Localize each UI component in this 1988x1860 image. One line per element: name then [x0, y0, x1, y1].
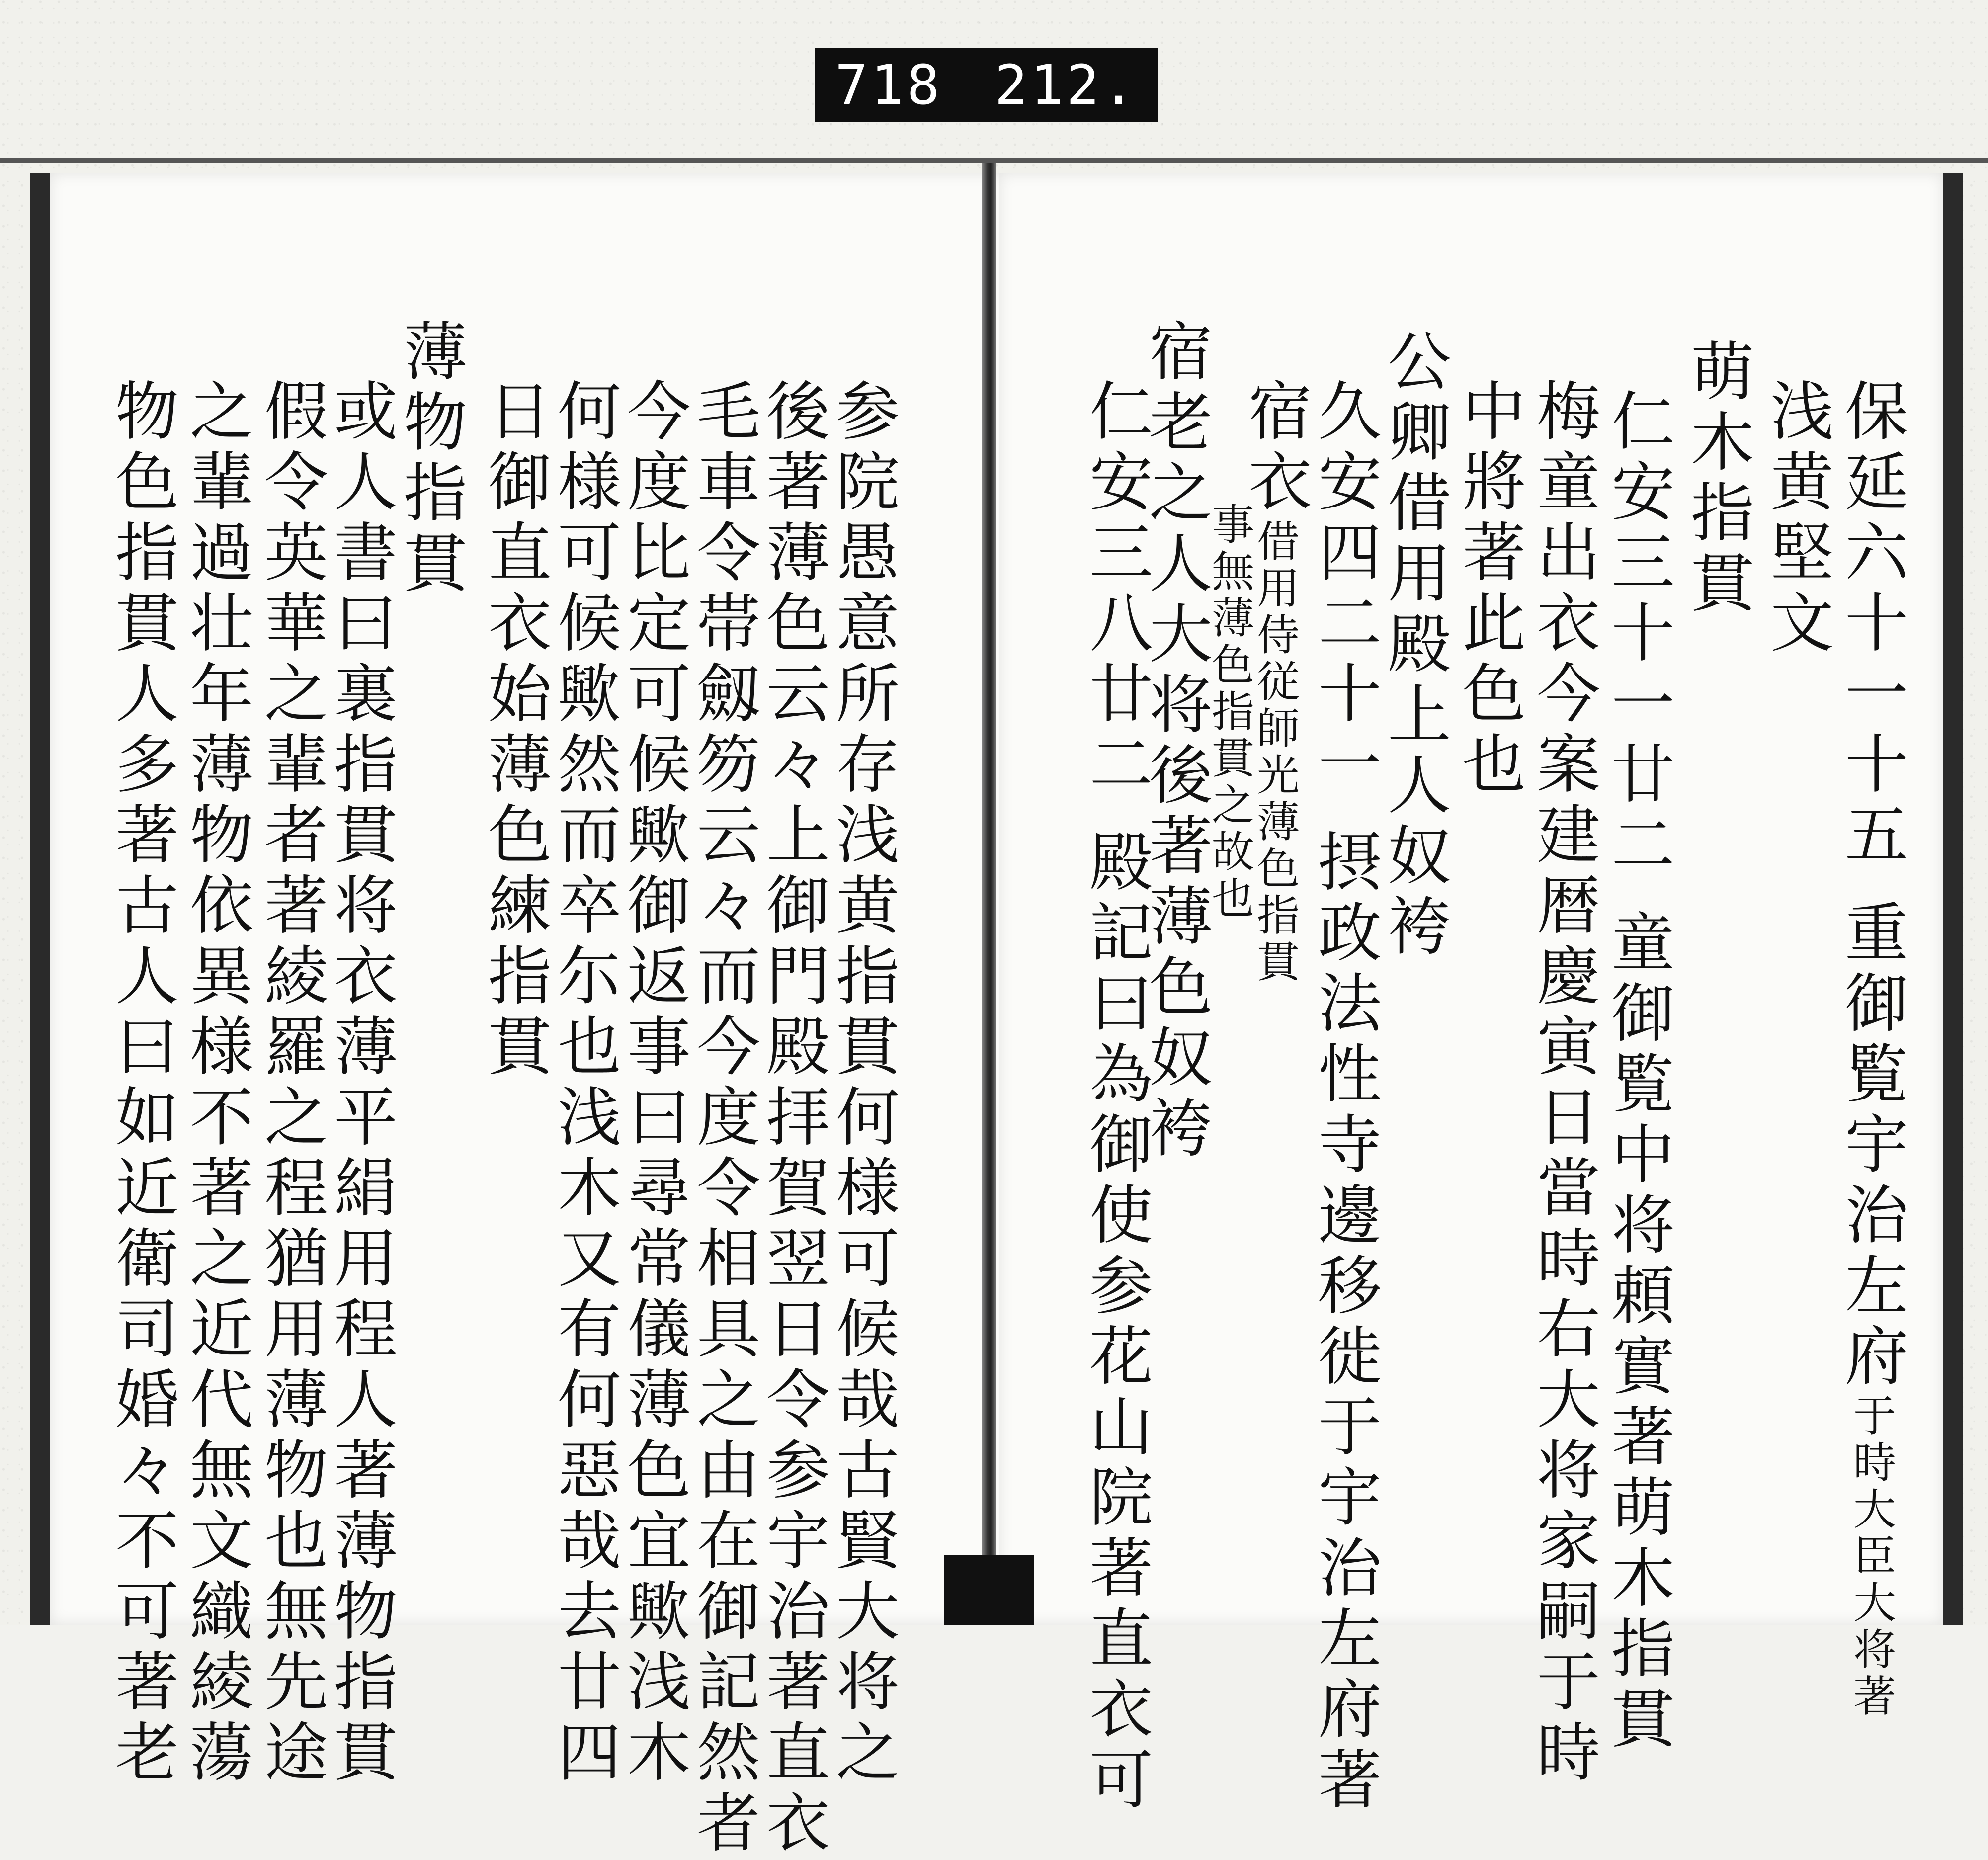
left-col-6: 日御直衣始薄色練指貫 [477, 378, 551, 1084]
left-col-5: 何様可候歟然而卒尓也浅木又有何惡哉去廿四 [547, 378, 621, 1789]
gutter-shadow [944, 1555, 1034, 1625]
right-col-8: 久安四二十一 摂政法性寺邊移徙于宇治左府著 [1307, 378, 1381, 1817]
left-col-3: 毛車令帯劔笏云々而今度令相具之由在御記然者 [686, 378, 760, 1860]
left-col-1: 参院愚意所存浅黄指貫何様可候哉古賢大将之 [825, 378, 899, 1789]
right-col-5: 梅童出衣今案建暦慶寅日當時右大将家嗣于時 [1526, 378, 1600, 1789]
film-reel-number: 718 [835, 53, 943, 117]
left-col-10: 之輩過壮年薄物依異様不著之近代無文織綾蕩 [179, 378, 253, 1789]
right-col-1-text: 保延六十一十五 重御覧宇治左府 [1834, 378, 1908, 1393]
left-col-8: 或人書曰裏指貫将衣薄平絹用程人著薄物指貫 [323, 378, 397, 1789]
right-col-1 [1834, 378, 1908, 1720]
right-col-9-note: 借用侍従師光薄色指貫 [1249, 519, 1299, 986]
right-col-11: 仁安三八廿二 殿記曰為御使参花山院著直衣可 [1078, 378, 1153, 1817]
right-col-6: 中將著此色也 [1451, 378, 1525, 801]
left-col-9: 假令英華之輩者著綾羅之程猶用薄物也無先途 [253, 378, 328, 1789]
top-rule [0, 158, 1988, 163]
film-frame-number: 212. [994, 53, 1138, 117]
book-gutter [982, 163, 996, 1625]
film-frame-label [815, 48, 1158, 122]
right-col-7: 公卿借用殿上人奴袴 [1377, 328, 1451, 963]
left-col-2: 後著薄色云々上御門殿拝賀翌日令参宇治著直衣 [755, 378, 829, 1860]
right-col-3: 萌木指貫 [1680, 338, 1754, 620]
right-col-2: 浅黄堅文 [1759, 378, 1833, 660]
left-col-11: 物色指貫人多著古人曰如近衛司婚々不可著老 [104, 378, 178, 1789]
left-col-4: 今度比定可候歟御返事曰尋常儀薄色宜歟浅木 [616, 378, 690, 1789]
right-col-9-text: 宿衣 [1238, 378, 1312, 519]
right-col-4: 仁安三十一廿二 童御覧中将頼實著萌木指貫 [1600, 388, 1674, 1756]
left-col-7-heading: 薄物指貫 [393, 318, 467, 600]
right-col-1-note: 于時大臣大将著 [1846, 1393, 1896, 1720]
right-col-9b-note: 事無薄色指貫之故也 [1204, 502, 1254, 923]
right-col-10: 宿老之人大将後著薄色奴袴 [1138, 318, 1212, 1165]
